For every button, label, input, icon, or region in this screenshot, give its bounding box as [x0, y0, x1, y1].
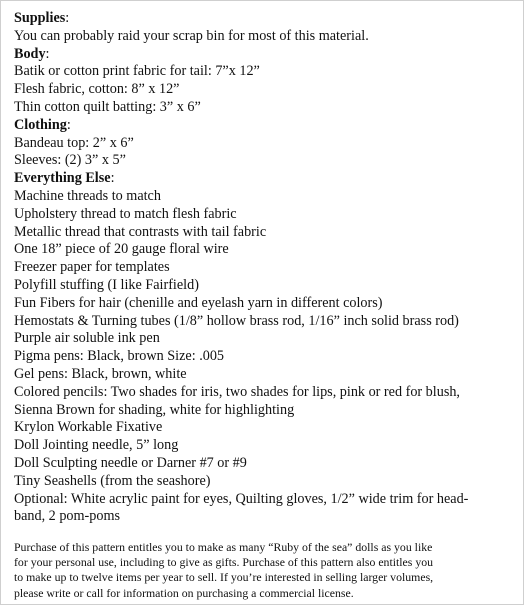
license-paragraph [14, 540, 514, 601]
supplies-heading: Supplies: [14, 10, 70, 26]
list-item: Doll Jointing needle, 5” long [14, 437, 179, 454]
everything-else-heading: Everything Else: [14, 170, 115, 187]
license-line: to make up to twelve items per year to sell. If you’re interested in selling larger volumes, [14, 570, 434, 585]
body-heading: Body: [14, 45, 50, 62]
list-item: Tiny Seashells (from the seashore) [14, 472, 211, 489]
body-item-tail-fabric: Batik or cotton print fabric for tail: 7”x 12” [14, 63, 260, 80]
clothing-heading: Clothing: [14, 116, 71, 133]
supplies-intro: You can probably raid your scrap bin for most of this material. [14, 27, 369, 44]
list-item: Sienna Brown for shading, white for highlighting [14, 401, 295, 418]
list-item: One 18” piece of 20 gauge floral wire [14, 241, 229, 258]
list-item: Polyfill stuffing (I like Fairfield) [14, 276, 199, 293]
body-item-flesh-fabric: Flesh fabric, cotton: 8” x 12” [14, 81, 180, 98]
list-item: Freezer paper for templates [14, 259, 170, 276]
license-line: please write or call for information on purchasing a commercial license. [14, 585, 354, 600]
list-item: Doll Sculpting needle or Darner #7 or #9 [14, 454, 247, 471]
list-item: Metallic thread that contrasts with tail fabric [14, 223, 267, 240]
list-item: Krylon Workable Fixative [14, 419, 163, 436]
clothing-item-sleeves: Sleeves: (2) 3” x 5” [14, 152, 126, 169]
list-item: Hemostats & Turning tubes (1/8” hollow brass rod, 1/16” inch solid brass rod) [14, 312, 459, 329]
supplies-list [14, 10, 519, 526]
list-item: band, 2 pom-poms [14, 508, 121, 525]
list-item: Gel pens: Black, brown, white [14, 365, 187, 382]
list-item: Upholstery thread to match flesh fabric [14, 205, 237, 222]
clothing-item-bandeau: Bandeau top: 2” x 6” [14, 134, 134, 151]
list-item: Fun Fibers for hair (chenille and eyelash yarn in different colors) [14, 294, 383, 311]
list-item: Optional: White acrylic paint for eyes, Quilting gloves, 1/2” wide trim for head- [14, 490, 469, 507]
list-item: Colored pencils: Two shades for iris, two shades for lips, pink or red for blush, [14, 383, 460, 400]
license-line: for your personal use, including to give as gifts. Purchase of this pattern also entitles you [14, 555, 434, 570]
list-item: Machine threads to match [14, 187, 161, 204]
body-item-batting: Thin cotton quilt batting: 3” x 6” [14, 98, 201, 115]
list-item: Pigma pens: Black, brown Size: .005 [14, 348, 225, 365]
license-line: Purchase of this pattern entitles you to make as many “Ruby of the sea” dolls as you like [14, 540, 433, 554]
list-item: Purple air soluble ink pen [14, 330, 160, 347]
